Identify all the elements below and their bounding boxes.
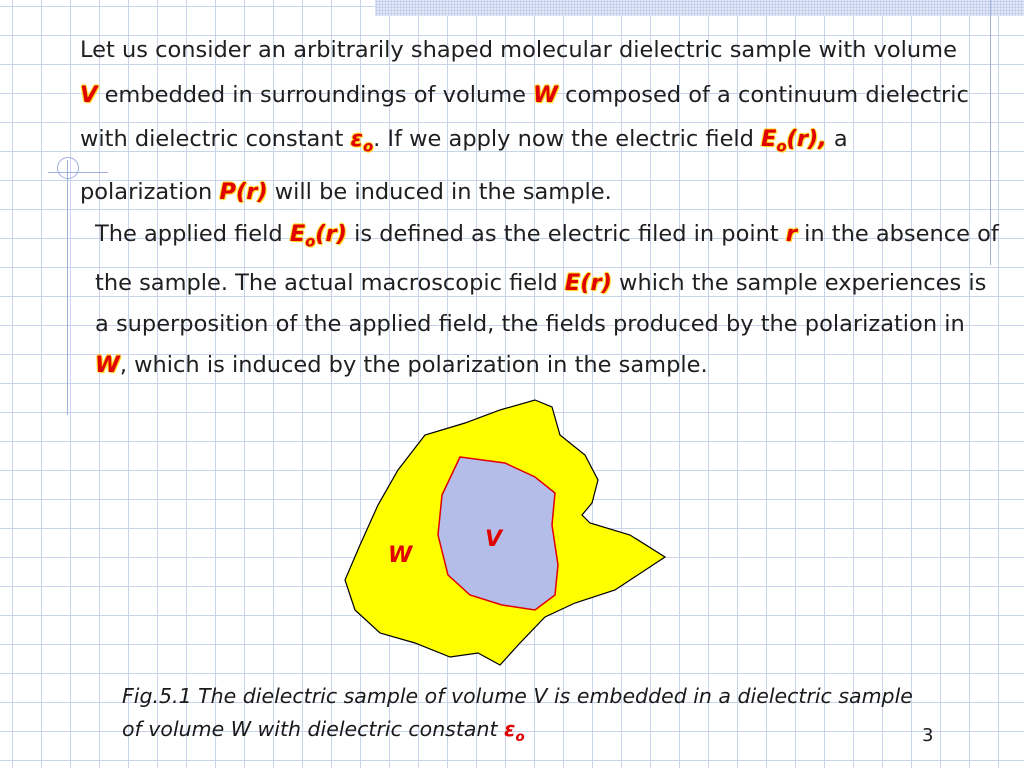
symbol-applied-field: $E_o(r)$ [289,221,347,251]
dielectric-sample-figure [330,395,670,670]
bullet-circle-icon [57,157,79,179]
symbol-w: W [533,81,558,108]
figure-caption: Fig.5.1 The dielectric sample of volume V is embedded in a dielectric sample of volume W with dielectric constant $\varepsilon_o$ [122,684,913,746]
symbol-polarization: P(r) [219,179,268,205]
symbol-r: r [785,221,797,247]
symbol-macroscopic-field: E(r) [564,269,612,296]
caption-epsilon: $\varepsilon_o$ [504,717,525,746]
label-w: W [388,543,413,568]
page-number: 3 [922,725,934,746]
left-decoration-line [67,160,68,415]
symbol-v: V [80,81,98,108]
header-decoration-band [375,0,1024,16]
label-v: V [485,527,503,552]
symbol-epsilon: $\varepsilon_o$ [350,126,374,156]
field-definition-paragraph: The applied field $E_o(r)$ is defined as the electric filed in point r in the absence of the sample. The actual macroscopic field E(r) which the sample experiences is a superposition of the applied field, the fields produced by the polarization in W, which is induced by the polarization in the sample. [95,221,999,378]
symbol-applied-field: $E_o(r)$, [761,126,827,156]
intro-paragraph: Let us consider an arbitrarily shaped molecular dielectric sample with volume V embedded in surroundings of volume W composed of a continuum dielectric with dielectric constant $\varepsilon_o$. If we apply now the electric field $E_o(r)$, a polarization P(r) will be induced in the sample. [80,37,969,205]
symbol-w: W [95,351,120,378]
